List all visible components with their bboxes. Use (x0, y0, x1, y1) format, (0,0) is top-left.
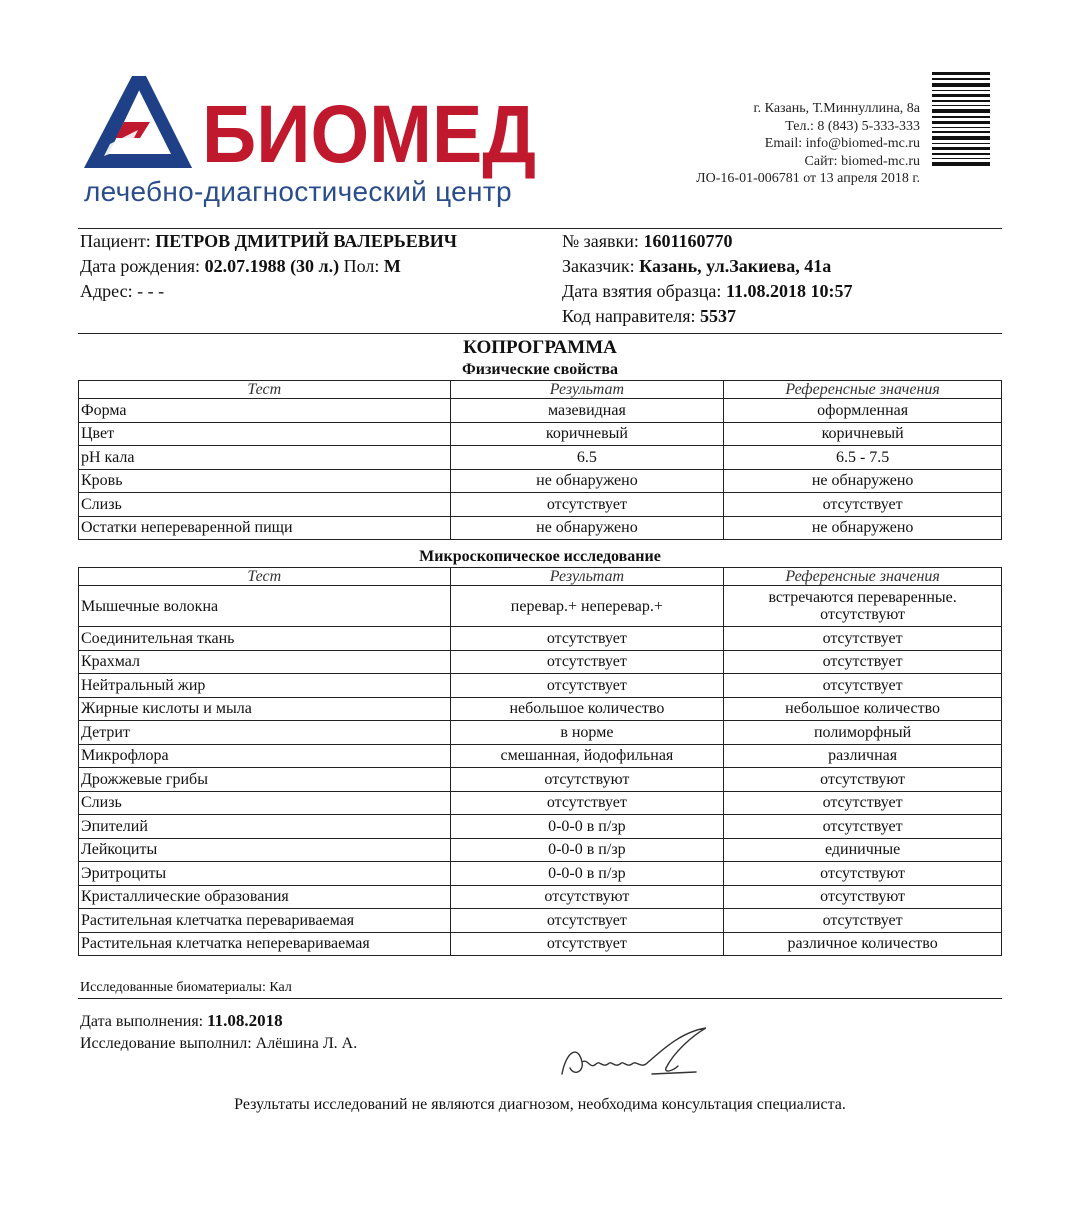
order-number: 1601160770 (643, 231, 733, 251)
contact-address: г. Казань, Т.Миннуллина, 8а (753, 101, 920, 116)
order-sample-date: 11.08.2018 10:57 (725, 281, 853, 301)
order-number-line: № заявки: 1601160770 (562, 231, 733, 251)
table-row (79, 768, 1002, 792)
table-row (79, 744, 1002, 768)
logo-mark-icon (84, 76, 192, 168)
test-name-cell: Жирные кислоты и мыла (79, 697, 451, 721)
header-reference: Референсные значения (724, 568, 1002, 586)
patient-address: - - - (137, 281, 165, 301)
logo-wordmark: БИОМЕД (202, 89, 537, 180)
performer-line: Исследование выполнил: Алёшина Л. А. (80, 1035, 358, 1052)
info-divider (78, 333, 1002, 334)
table-row (79, 791, 1002, 815)
micro-section-title: Микроскопическое исследование (419, 548, 661, 565)
result-cell: отсутствует (450, 932, 724, 956)
performer-name: Алёшина Л. А. (255, 1035, 358, 1052)
table-row (79, 650, 1002, 674)
order-customer: Казань, ул.Закиева, 41а (639, 256, 832, 276)
patient-dob: 02.07.1988 (30 л.) (204, 256, 340, 276)
reference-cell: отсутствует (724, 627, 1002, 651)
order-referrer: 5537 (700, 306, 737, 326)
contact-license: ЛО-16-01-006781 от 13 апреля 2018 г. (696, 171, 920, 186)
patient-address-line: Адрес: - - - (80, 281, 165, 301)
test-name-cell: Эпителий (79, 815, 451, 839)
table-row (79, 815, 1002, 839)
table-header-row (79, 568, 1002, 586)
table-row (79, 446, 1002, 470)
reference-cell: встречаются переваренные. отсутствуют (724, 586, 1002, 627)
result-cell: отсутствует (450, 493, 724, 517)
signature-icon (556, 1022, 706, 1082)
result-cell: перевар.+ неперевар.+ (450, 586, 724, 627)
test-name-cell: Растительная клетчатка неперевариваемая (79, 932, 451, 956)
test-name-cell: Детрит (79, 721, 451, 745)
reference-cell: отсутствует (724, 909, 1002, 933)
result-cell: мазевидная (450, 399, 724, 423)
test-name-cell: Слизь (79, 791, 451, 815)
test-name-cell: Остатки непереваренной пищи (79, 516, 451, 540)
result-cell: 0-0-0 в п/зр (450, 838, 724, 862)
header-reference: Референсные значения (724, 381, 1002, 399)
result-cell: небольшое количество (450, 697, 724, 721)
order-sample-line: Дата взятия образца: 11.08.2018 10:57 (562, 281, 853, 301)
table-row (79, 909, 1002, 933)
footer-divider (78, 998, 1002, 999)
reference-cell: различное количество (724, 932, 1002, 956)
reference-cell: единичные (724, 838, 1002, 862)
logo-subtitle: лечебно-диагностический центр (84, 176, 512, 207)
test-name-cell: Нейтральный жир (79, 674, 451, 698)
test-name-cell: Кровь (79, 469, 451, 493)
result-cell: отсутствует (450, 674, 724, 698)
table-header-row (79, 381, 1002, 399)
reference-cell: отсутствуют (724, 862, 1002, 886)
reference-cell: различная (724, 744, 1002, 768)
table-row (79, 399, 1002, 423)
table-row (79, 627, 1002, 651)
table-row (79, 674, 1002, 698)
patient-sex: М (383, 256, 401, 276)
table-row (79, 885, 1002, 909)
table-row (79, 493, 1002, 517)
reference-cell: не обнаружено (724, 516, 1002, 540)
reference-cell: коричневый (724, 422, 1002, 446)
test-name-cell: Мышечные волокна (79, 586, 451, 627)
result-cell: 6.5 (450, 446, 724, 470)
disclaimer-note: Результаты исследований не являются диагнозом, необходима консультация специалиста. (234, 1096, 846, 1113)
test-name-cell: Форма (79, 399, 451, 423)
result-cell: не обнаружено (450, 516, 724, 540)
table-row (79, 469, 1002, 493)
header-result: Результат (450, 568, 724, 586)
test-name-cell: Крахмал (79, 650, 451, 674)
result-cell: отсутствует (450, 627, 724, 651)
reference-cell: отсутствуют (724, 885, 1002, 909)
table-row (79, 721, 1002, 745)
result-cell: отсутствует (450, 909, 724, 933)
patient-name: ПЕТРОВ ДМИТРИЙ ВАЛЕРЬЕВИЧ (155, 231, 457, 251)
completion-date: 11.08.2018 (207, 1011, 283, 1030)
table-row (79, 422, 1002, 446)
contact-phone: Тел.: 8 (843) 5-333-333 (785, 118, 920, 134)
patient-dob-line: Дата рождения: 02.07.1988 (30 л.) Пол: М (80, 256, 401, 276)
test-name-cell: Цвет (79, 422, 451, 446)
biomaterial-line: Исследованные биоматериалы: Кал (80, 980, 292, 995)
result-cell: смешанная, йодофильная (450, 744, 724, 768)
order-customer-line: Заказчик: Казань, ул.Закиева, 41а (562, 256, 832, 276)
test-name-cell: Дрожжевые грибы (79, 768, 451, 792)
header-test: Тест (79, 381, 451, 399)
completion-block (80, 1010, 357, 1055)
order-block (562, 229, 852, 329)
result-cell: отсутствуют (450, 768, 724, 792)
header-result: Результат (450, 381, 724, 399)
reference-cell: 6.5 - 7.5 (724, 446, 1002, 470)
table-row (79, 838, 1002, 862)
reference-cell: отсутствуют (724, 768, 1002, 792)
reference-cell: отсутствует (724, 791, 1002, 815)
completion-date-line: Дата выполнения: 11.08.2018 (80, 1011, 283, 1030)
table-row (79, 932, 1002, 956)
reference-cell: отсутствует (724, 674, 1002, 698)
reference-cell: отсутствует (724, 493, 1002, 517)
reference-cell: отсутствует (724, 815, 1002, 839)
reference-cell: полиморфный (724, 721, 1002, 745)
test-name-cell: Слизь (79, 493, 451, 517)
result-cell: отсутствуют (450, 885, 724, 909)
test-name-cell: Кристаллические образования (79, 885, 451, 909)
contact-email: Email: info@biomed-mc.ru (764, 136, 920, 151)
patient-block (80, 229, 457, 304)
patient-name-line: Пациент: ПЕТРОВ ДМИТРИЙ ВАЛЕРЬЕВИЧ (80, 231, 457, 251)
test-name-cell: Лейкоциты (79, 838, 451, 862)
reference-cell: не обнаружено (724, 469, 1002, 493)
test-name-cell: pH кала (79, 446, 451, 470)
barcode-icon (932, 72, 990, 168)
report-title: КОПРОГРАММА (463, 337, 617, 358)
header-test: Тест (79, 568, 451, 586)
physical-table (78, 380, 1002, 540)
test-name-cell: Микрофлора (79, 744, 451, 768)
reference-cell: небольшое количество (724, 697, 1002, 721)
test-name-cell: Растительная клетчатка перевариваемая (79, 909, 451, 933)
contact-site: Сайт: biomed-mc.ru (804, 153, 920, 169)
test-name-cell: Соединительная ткань (79, 627, 451, 651)
result-cell: коричневый (450, 422, 724, 446)
result-cell: в норме (450, 721, 724, 745)
result-cell: отсутствует (450, 650, 724, 674)
physical-section-title: Физические свойства (461, 361, 619, 378)
table-row (79, 697, 1002, 721)
table-row (79, 516, 1002, 540)
result-cell: отсутствует (450, 791, 724, 815)
contact-block (696, 100, 920, 188)
reference-cell: оформленная (724, 399, 1002, 423)
test-name-cell: Эритроциты (79, 862, 451, 886)
result-cell: 0-0-0 в п/зр (450, 862, 724, 886)
order-referrer-line: Код направителя: 5537 (562, 306, 737, 326)
result-cell: 0-0-0 в п/зр (450, 815, 724, 839)
table-row (79, 862, 1002, 886)
micro-table (78, 567, 1002, 956)
reference-cell: отсутствует (724, 650, 1002, 674)
result-cell: не обнаружено (450, 469, 724, 493)
table-row (79, 586, 1002, 627)
